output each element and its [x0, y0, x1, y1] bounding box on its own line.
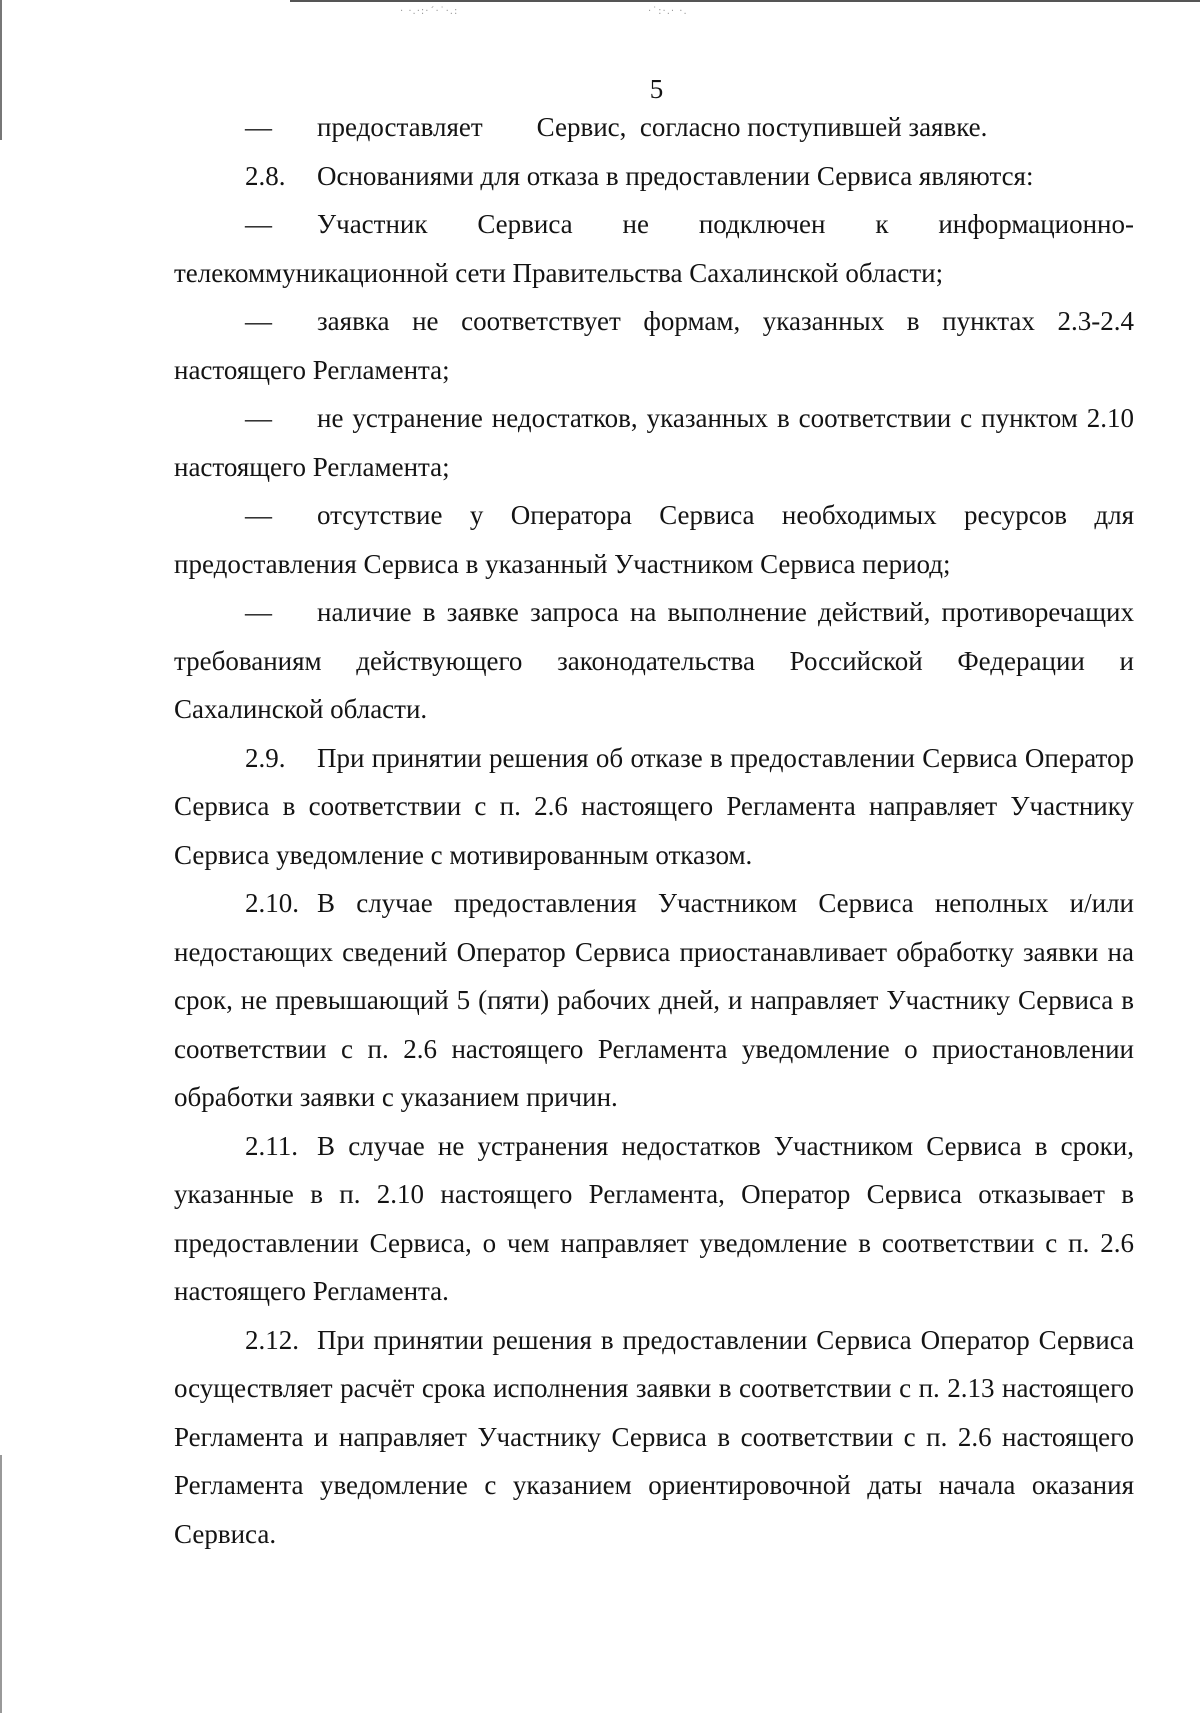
paragraph-marker: 2.11. [245, 1130, 298, 1161]
scan-top-edge [290, 0, 1200, 2]
paragraph-marker: 2.9. [245, 742, 286, 773]
paragraph-text: При принятии решения об отказе в предоставлении Сервиса Оператор Сервиса в соответствии с п. 2.6 настоящего Регламента направляет Участнику Сервиса уведомление с мотивированным отказом. [174, 742, 1134, 870]
paragraph-text: При принятии решения в предоставлении Сервиса Оператор Сервиса осуществляет расчёт срока исполнения заявки в соответствии с п. 2.13 настоящего Регламента и направляет Участнику Сервиса в соответствии с п. 2.6 настоящего Регламента уведомление с указанием ориентировочной даты начала оказания Сервиса. [174, 1324, 1134, 1549]
paragraph-marker: 2.10. [245, 888, 299, 918]
paragraph [174, 394, 1134, 491]
document-body [174, 103, 1134, 1558]
page-number: 5 [649, 74, 664, 104]
paragraph-text: Участник Сервиса не подключен к информационно-телекоммуникационной сети Правительства Сахалинской области; [174, 209, 1134, 288]
paragraph-text: предоставляет Сервис, согласно поступившей заявке. [317, 112, 988, 142]
paragraph [174, 1122, 1134, 1316]
scan-noise: ·˙:·.· ·. [648, 6, 688, 17]
scan-noise: · ·.·:·´·˙·.: [400, 6, 459, 17]
paragraph-text: заявка не соответствует формам, указанных в пунктах 2.3-2.4 настоящего Регламента; [174, 306, 1134, 385]
paragraph-marker: 2.12. [245, 1324, 299, 1355]
paragraph-marker: — [245, 112, 272, 142]
paragraph [174, 879, 1134, 1122]
paragraph-marker: — [245, 306, 272, 336]
paragraph-marker: — [245, 403, 272, 433]
paragraph-text: Основаниями для отказа в предоставлении Сервиса являются: [317, 160, 1034, 191]
paragraph-marker: — [245, 500, 272, 530]
scan-left-edge [0, 0, 2, 140]
paragraph-marker: 2.8. [245, 160, 286, 191]
paragraph-text: В случае не устранения недостатков Участником Сервиса в сроки, указанные в п. 2.10 настоящего Регламента, Оператор Сервиса отказывает в предоставлении Сервиса, о чем направляет уведомление в соответствии с п. 2.6 настоящего Регламента. [174, 1130, 1134, 1306]
paragraph-marker: — [245, 209, 272, 239]
paragraph-text: В случае предоставления Участником Сервиса неполных и/или недостающих сведений Оператор Сервиса приостанавливает обработку заявки на срок, не превышающий 5 (пяти) рабочих дней, и направляет Участнику Сервиса в соответствии с п. 2.6 настоящего Регламента уведомление о приостановлении обработки заявки с указанием причин. [174, 888, 1134, 1112]
paragraph-text: не устранение недостатков, указанных в соответствии с пунктом 2.10 настоящего Регламента; [174, 403, 1134, 482]
paragraph-text: отсутствие у Оператора Сервиса необходимых ресурсов для предоставления Сервиса в указанный Участником Сервиса период; [174, 500, 1134, 579]
paragraph [174, 152, 1134, 201]
paragraph-text: наличие в заявке запроса на выполнение действий, противоречащих требованиям действующего законодательства Российской Федерации и Сахалинской области. [174, 597, 1134, 724]
paragraph [174, 297, 1134, 394]
paragraph [174, 1316, 1134, 1559]
paragraph [174, 103, 1134, 152]
paragraph [174, 588, 1134, 734]
paragraph [174, 491, 1134, 588]
scan-left-edge-lower [0, 1455, 2, 1713]
paragraph-marker: — [245, 597, 272, 627]
paragraph [174, 734, 1134, 880]
paragraph [174, 200, 1134, 297]
